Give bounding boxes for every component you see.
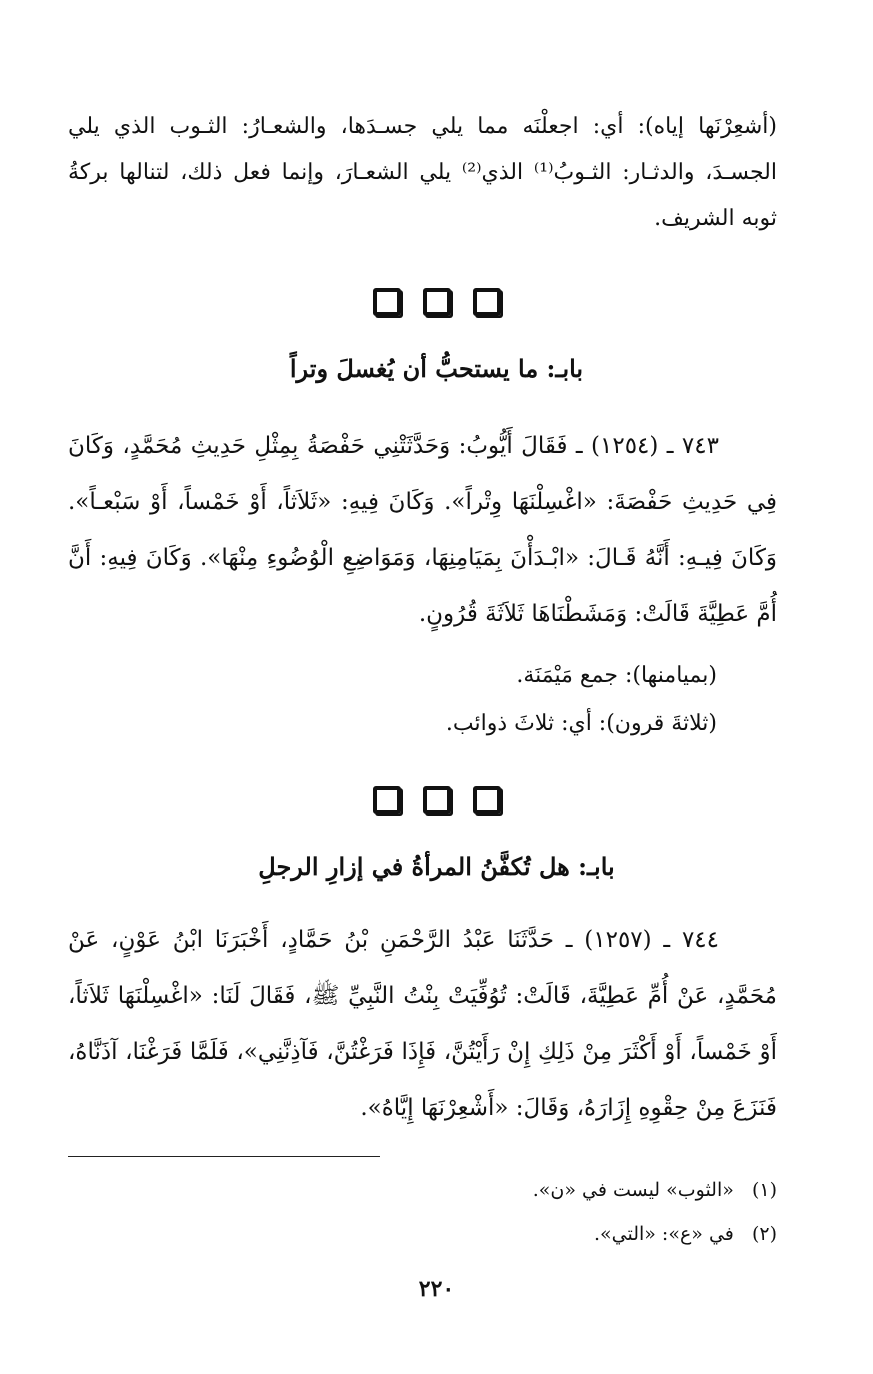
chapter-heading (0, 354, 873, 383)
section-separator (0, 786, 873, 814)
square-ornament-icon (423, 288, 451, 316)
footnote-text: «الثوب» ليست في «ن». (532, 1179, 734, 1201)
hadith-block (68, 912, 777, 1136)
page-number: ٢٢٠ (418, 1276, 455, 1302)
footnote-number: (١) (751, 1179, 777, 1201)
chapter-label: بابـ: (578, 852, 615, 881)
hadith-block (68, 418, 777, 642)
chapter-title: هل تُكفَّنُ المرأةُ في إزارِ الرجلِ (258, 852, 570, 881)
hadith-text: ٧٤٤ ـ (١٢٥٧) ـ حَدَّثَنَا عَبْدُ الرَّحْمَنِ بْنُ حَمَّادٍ، أَخْبَرَنَا ابْنُ عَوْنٍ، عَنْ مُحَمَّدٍ، عَنْ أُمِّ عَطِيَّةَ، قَالَتْ: تُوُفِّيَتْ بِنْتُ النَّبِيِّ ﷺ، فَقَالَ لَنَا: «اغْسِلْنَهَا ثَلاَثاً، أَوْ خَمْساً، أَوْ أَكْثَرَ مِنْ ذَلِكِ إِنْ رَأَيْتُنَّ، فَإِذَا فَرَغْتُنَّ، فَآذِنَّنِي»، فَلَمَّا فَرَغْنَا، آذَنَّاهُ، فَنَزَعَ مِنْ حِقْوِهِ إِزَارَهُ، وَقَالَ: «أَشْعِرْنَهَا إِيَّاهُ». (68, 927, 777, 1121)
footnote-divider (68, 1156, 380, 1157)
footnote (68, 1170, 777, 1210)
chapter-title: ما يستحبُّ أن يُغسلَ وتراً (289, 354, 539, 383)
glossary-block (68, 652, 777, 748)
square-ornament-icon (423, 786, 451, 814)
chapter-label: بابـ: (546, 354, 584, 383)
intro-paragraph: (أشعِرْنَها إياه): أي: اجعلْنَه مما يلي جسـدَها، والشعـارُ: الثـوب الذي يلي الجسـدَ، والدثـار: الثـوبُ⁽¹⁾ الذي⁽²⁾ يلي الشعـارَ، وإنما فعل ذلك، لتنالها بركةُ ثوبه الشريف. (68, 114, 777, 231)
footnote-number: (٢) (751, 1223, 777, 1245)
glossary-note: (بميامنها): جمع مَيْمَنَة. (516, 663, 717, 688)
chapter-heading (0, 852, 873, 881)
square-ornament-icon (373, 786, 401, 814)
square-ornament-icon (473, 288, 501, 316)
footnote-text: في «ع»: «التي». (593, 1223, 734, 1245)
glossary-note: (ثلاثةَ قرون): أي: ثلاثَ ذوائب. (445, 711, 717, 736)
intro-block (68, 104, 777, 242)
square-ornament-icon (373, 288, 401, 316)
hadith-text: ٧٤٣ ـ (١٢٥٤) ـ فَقَالَ أَيُّوبُ: وَحَدَّثَتْنِي حَفْصَةُ بِمِثْلِ حَدِيثِ مُحَمَّدٍ، وَكَانَ فِي حَدِيثِ حَفْصَةَ: «اغْسِلْنَهَا وِتْراً». وَكَانَ فِيهِ: «ثَلاَثاً، أَوْ خَمْساً، أَوْ سَبْعـاً». وَكَانَ فِيـهِ: أَنَّهُ قَـالَ: «ابْـدَأْنَ بِمَيَامِنِهَا، وَمَوَاضِعِ الْوُضُوءِ مِنْهَا». وَكَانَ فِيهِ: أَنَّ أُمَّ عَطِيَّةَ قَالَتْ: وَمَشَطْنَاهَا ثَلاَثَةَ قُرُونٍ. (68, 433, 777, 627)
footnote (68, 1214, 777, 1254)
square-ornament-icon (473, 786, 501, 814)
section-separator (0, 288, 873, 316)
